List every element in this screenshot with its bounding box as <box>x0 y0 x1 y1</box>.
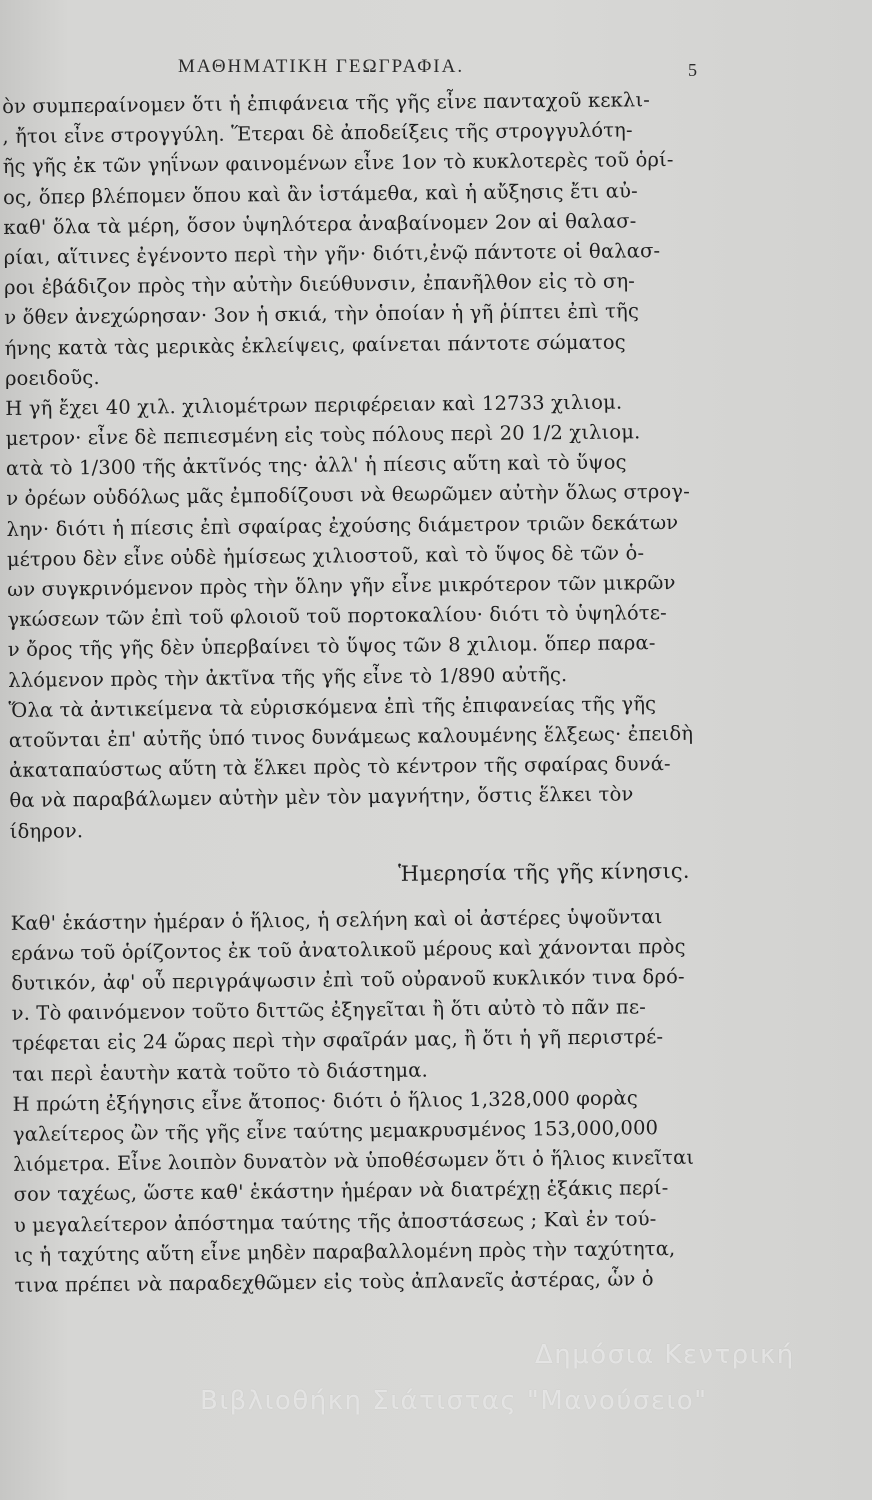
text-line: γκώσεων τῶν ἐπὶ τοῦ φλοιοῦ τοῦ πορτοκαλίου· διότι τὸ ὑψηλότε- <box>7 601 667 632</box>
text-line: ν ὅθεν ἀνεχώρησαν· 3ον ἡ σκιά, τὴν ὁποίαν ἡ γῆ ῥίπτει ἐπὶ τῆς <box>4 299 640 330</box>
text-line: ις ἡ ταχύτης αὕτη εἶνε μηδὲν παραβαλλομένη πρὸς τὴν ταχύτητα, <box>14 1236 676 1267</box>
text-line: τρέφεται εἰς 24 ὥρας περὶ τὴν σφαῖράν μας, ἢ ὅτι ἡ γῆ περιστρέ- <box>11 1025 664 1056</box>
text-line: ροειδοῦς. <box>4 365 100 390</box>
text-line: γαλείτερος ὢν τῆς γῆς εἶνε ταύτης μεμακρυσμένος 153,000,000 <box>12 1116 659 1146</box>
text-line: ται περὶ ἑαυτὴν κατὰ τοῦτο τὸ διάστημα. <box>12 1058 428 1086</box>
running-title: ΜΑΘΗΜΑΤΙΚΗ ΓΕΩΓΡΑΦΙΑ. <box>178 56 465 77</box>
library-watermark-line-1: Δημόσια Κεντρική <box>535 1340 795 1370</box>
text-line: Η πρώτη ἐξήγησις εἶνε ἄτοπος· διότι ὁ ἥλιος 1,328,000 φορὰς <box>12 1086 638 1116</box>
text-line: ν ὄρος τῆς γῆς δὲν ὑπερβαίνει τὸ ὕψος τῶν 8 χιλιομ. ὅπερ παρα- <box>7 631 656 662</box>
text-line: λην· διότι ἡ πίεσις ἐπὶ σφαίρας ἐχούσης διάμετρον τριῶν δεκάτων <box>6 510 679 541</box>
text-line: , ἤτοι εἶνε στρογγύλη. Ἕτεραι δὲ ἀποδείξεις τῆς στρογγυλότη- <box>2 118 633 149</box>
text-line: ων συγκρινόμενον πρὸς τὴν ὅλην γῆν εἶνε μικρότερον τῶν μικρῶν <box>7 570 676 601</box>
text-line: σον ταχέως, ὥστε καθ' ἑκάστην ἡμέραν νὰ διατρέχῃ ἑξάκις περί- <box>13 1176 669 1207</box>
body-text <box>0 83 872 1301</box>
text-line: μετρον· εἶνε δὲ πεπιεσμένη εἰς τοὺς πόλους περὶ 20 1/2 χιλιομ. <box>5 420 641 451</box>
text-line: ροι ἐβάδιζον πρὸς τὴν αὐτὴν διεύθυνσιν, ἐπανῆλθον εἰς τὸ ση- <box>3 269 636 300</box>
text-line: ος, ὅπερ βλέπομεν ὅπου καὶ ἂν ἱστάμεθα, καὶ ἡ αὔξησις ἔτι αὐ- <box>2 178 638 209</box>
text-line: τινα πρέπει νὰ παραδεχθῶμεν εἰς τοὺς ἀπλανεῖς ἀστέρας, ὧν ὁ <box>14 1267 654 1297</box>
text-line: υ μεγαλείτερον ἀπόστημα ταύτης τῆς ἀποστάσεως ; Καὶ ἐν τού- <box>13 1206 657 1237</box>
library-watermark-line-2: Βιβλιοθήκη Σιάτιστας "Μανούσειο" <box>200 1386 708 1416</box>
page-number: 5 <box>688 60 697 80</box>
text-line: λιόμετρα. Εἶνε λοιπὸν δυνατὸν νὰ ὑποθέσωμεν ὅτι ὁ ἥλιος κινεῖται <box>13 1145 695 1177</box>
text-line: Ὅλα τὰ ἀντικείμενα τὰ εὑρισκόμενα ἐπὶ τῆς ἐπιφανείας τῆς γῆς <box>8 691 657 722</box>
text-line: θα νὰ παραβάλωμεν αὐτὴν μὲν τὸν μαγνήτην, ὅστις ἕλκει τὸν <box>9 782 634 813</box>
text-line: καθ' ὅλα τὰ μέρη, ὅσον ὑψηλότερα ἀναβαίνομεν 2ον αἱ θαλασ- <box>3 209 637 239</box>
text-line: Η γῆ ἔχει 40 χιλ. χιλιομέτρων περιφέρειαν καὶ 12733 χιλιομ. <box>5 390 623 420</box>
text-line: ἀκαταπαύστως αὕτη τὰ ἕλκει πρὸς τὸ κέντρον τῆς σφαίρας δυνά- <box>8 752 671 783</box>
text-line: ατὰ τὸ 1/300 τῆς ἀκτῖνός της· ἀλλ' ἡ πίεσις αὕτη καὶ τὸ ὕψος <box>5 450 627 481</box>
text-line: λλόμενον πρὸς τὴν ἀκτῖνα τῆς γῆς εἶνε τὸ 1/890 αὐτῆς. <box>8 662 568 692</box>
text-line: ίδηρον. <box>9 818 84 843</box>
text-line: ήνης κατὰ τὰς μερικὰς ἐκλείψεις, φαίνεται πάντοτε σώματος <box>4 329 626 360</box>
text-line: ρίαι, αἵτινες ἐγένοντο περὶ τὴν γῆν· διότι,ἐνῷ πάντοτε οἱ θαλασ- <box>3 239 661 269</box>
text-line: ατοῦνται ἐπ' αὐτῆς ὑπό τινος δυνάμεως καλουμένης ἕλξεως· ἐπειδὴ <box>8 721 694 752</box>
text-line: δυτικόν, ἀφ' οὗ περιγράψωσιν ἐπὶ τοῦ οὐρανοῦ κυκλικόν τινα δρό- <box>11 964 685 995</box>
text-line: Καθ' ἑκάστην ἡμέραν ὁ ἥλιος, ἡ σελήνη καὶ οἱ ἀστέρες ὑψοῦνται <box>10 904 663 935</box>
text-line: εράνω τοῦ ὁρίζοντος ἐκ τοῦ ἀνατολικοῦ μέρους καὶ χάνονται πρὸς <box>10 934 686 965</box>
text-line: ῆς γῆς ἐκ τῶν γηΐνων φαινομένων εἶνε 1ον τὸ κυκλοτερὲς τοῦ ὁρί- <box>2 148 674 179</box>
text-line: ν ὀρέων οὐδόλως μᾶς ἐμποδίζουσι νὰ θεωρῶμεν αὐτὴν ὅλως στρογ- <box>6 480 691 511</box>
text-line: ὸν συμπεραίνομεν ὅτι ἡ ἐπιφάνεια τῆς γῆς εἶνε πανταχοῦ κεκλι- <box>2 88 651 118</box>
text-line: ν. Τὸ φαινόμενον τοῦτο διττῶς ἐξηγεῖται ἢ ὅτι αὐτὸ τὸ πᾶν πε- <box>11 995 647 1026</box>
text-line: μέτρου δὲν εἶνε οὐδὲ ἡμίσεως χιλιοστοῦ, καὶ τὸ ὕψος δὲ τῶν ὁ- <box>6 541 645 571</box>
section-heading: Ἡμερησία τῆς γῆς κίνησις. <box>398 858 690 886</box>
